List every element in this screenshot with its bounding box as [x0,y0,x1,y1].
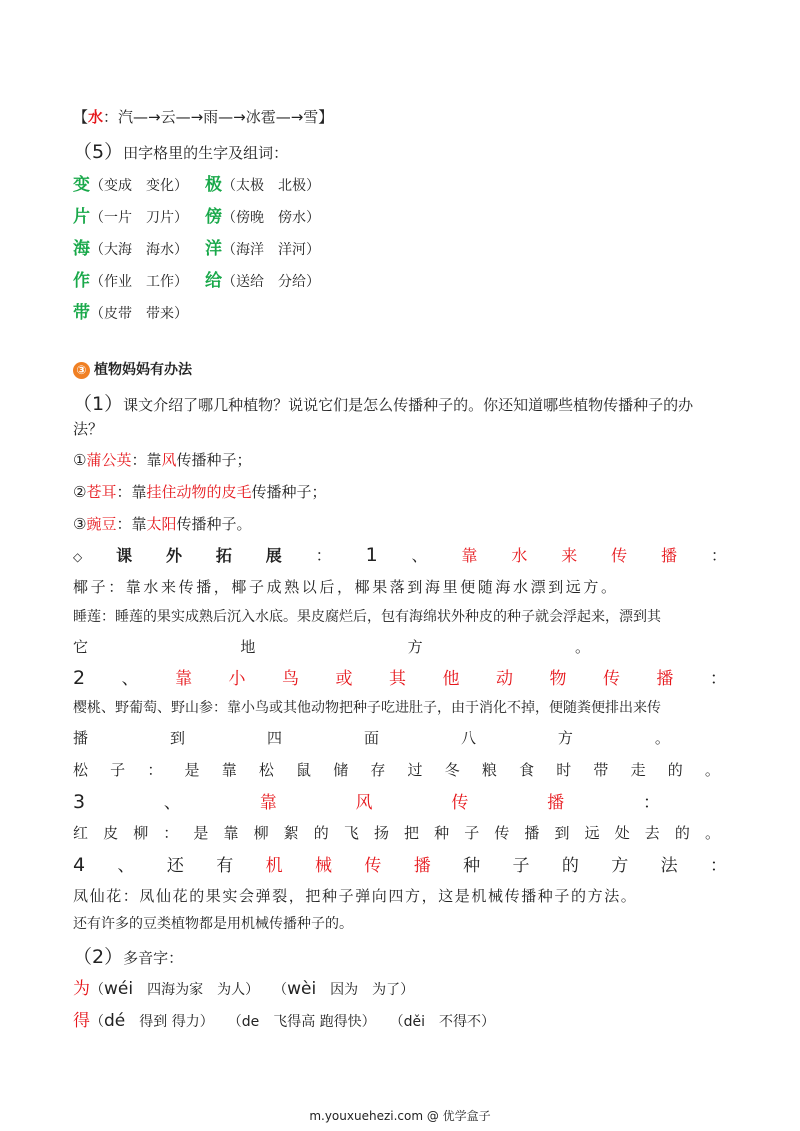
question-2 [73,942,727,969]
heading-char: ： [709,856,727,876]
heading-keyword: 播 [413,856,431,876]
word-examples: 四海为家 为人） [133,982,253,998]
pinyin: de [241,1014,260,1030]
text-char: 播 [73,729,89,747]
diamond-icon: ◇ [73,550,83,564]
word-examples: 不得不） [425,1014,496,1030]
text-char: 柳 [253,824,269,842]
heading-number: 4 [73,854,86,876]
polyphone-char: 得 [73,1011,90,1031]
text-char: 是 [193,824,209,842]
text-char: 粮 [481,761,497,779]
heading-keyword: 风 [355,793,373,813]
water-cycle-line [73,106,727,127]
lesson-number-badge: ③ [73,362,90,379]
heading-char: 展 [265,546,282,565]
pinyin: wéi [104,979,134,999]
text-char: 到 [169,729,185,747]
pine-line [73,759,720,780]
text-char: 靠 [221,761,237,779]
cherry-line [73,697,727,717]
heading-char: 拓 [215,546,232,565]
heading-keyword: 机 [265,856,283,876]
coconut-line [73,576,727,597]
plant-index: ② [73,483,87,501]
heading-keyword: 其 [389,669,406,689]
text-char: 靠 [223,824,239,842]
heading-number: 1 [365,544,378,566]
heading-keyword: 或 [335,669,353,689]
text-char: 方 [557,729,573,747]
plant-text: 传播种子。 [176,515,252,533]
text-char: 到 [554,824,570,842]
polyphone-row [73,974,727,999]
heading-keyword: 播 [656,669,674,689]
lesson-title-text: 植物妈妈有办法 [94,362,192,378]
text-char: 的 [674,824,690,842]
cherry-line-cont [73,727,670,748]
balsam-line [73,885,727,906]
word-pair: （变成 变化） [90,178,188,194]
text-char: 冬 [444,761,460,779]
word-pair: （皮带 带来） [90,306,188,322]
text-char: ： [147,761,163,779]
bracket: （ [90,1014,104,1030]
heading-char: ： [709,669,727,689]
heading-keyword: 鸟 [282,669,300,689]
extension-heading-4 [73,851,727,876]
text-char: 柳 [133,824,149,842]
text-char: 子 [110,761,126,779]
heading-char: 法 [660,856,678,876]
heading-keyword: 传 [364,856,382,876]
plant-name: 蒲公英 [86,451,132,469]
word-pair: （傍晚 傍水） [222,210,320,226]
heading-keyword: 靠 [259,793,277,813]
heading-keyword: 播 [547,793,565,813]
heading-keyword: 来 [561,546,578,565]
heading-number: 3 [73,791,86,813]
heading-keyword: 靠 [175,669,193,689]
extension-heading-3 [73,788,660,813]
section-5-heading [73,137,727,164]
text-char: 种 [434,824,450,842]
word-item [205,170,320,195]
question-number: （2） [73,946,124,968]
heading-char: ： [710,546,727,565]
text-char: 时 [556,761,572,779]
heading-keyword: 动 [495,669,513,689]
bracket: （ [90,982,104,998]
heading-char: 外 [166,546,183,565]
word-pair: （一片 刀片） [90,210,188,226]
heading-keyword: 械 [314,856,332,876]
text-char: 絮 [283,824,299,842]
heading-number: 2 [73,667,86,689]
paragraph-text: 睡莲：睡莲的果实成熟后沉入水底。果皮腐烂后，包有海绵状外种皮的种子就会浮起来，漂到其 [73,609,661,625]
text-char: 子 [464,824,480,842]
question-number: （1） [73,393,124,415]
new-character: 作 [73,271,90,291]
pinyin: děi [403,1014,426,1030]
text-char: 松 [258,761,274,779]
paragraph-text: 椰子：靠水来传播，椰子成熟以后，椰果落到海里便随海水漂到远方。 [73,578,619,596]
word-item [205,202,320,227]
polyphone-char: 为 [73,979,90,999]
text-char: 过 [407,761,423,779]
text-char: 飞 [343,824,359,842]
heading-keyword: 靠 [461,546,478,565]
plant-text: ：靠 [131,451,162,469]
plant-name: 苍耳 [86,483,117,501]
heading-char: ： [315,546,332,565]
new-character: 洋 [205,239,222,259]
bracket-open: 【 [73,108,89,126]
plant-text: ：靠 [116,483,147,501]
word-pair: （太极 北极） [222,178,320,194]
text-char: 四 [266,729,282,747]
text-char: 的 [667,761,683,779]
text-char: 。 [704,824,720,842]
question-text: 多音字： [123,949,184,967]
heading-char: 课 [116,546,133,565]
question-text: 课文介绍了哪几种植物？说说它们是怎么传播种子的。你还知道哪些植物传播种子的办 [123,396,694,414]
pinyin: wèi [287,979,317,999]
text-char: 八 [460,729,476,747]
text-char: 松 [73,761,89,779]
text-char: 走 [630,761,646,779]
text-char: 的 [313,824,329,842]
lesson-title [73,359,727,379]
heading-char: 还 [166,856,184,876]
text-char: 远 [584,824,600,842]
text-char: 扬 [373,824,389,842]
plant-text: 传播种子； [176,451,252,469]
new-character: 片 [73,207,90,227]
text-char: 面 [363,729,379,747]
word-item [73,202,188,227]
text-char: 红 [73,824,89,842]
word-item [205,266,320,291]
text-char: 鼠 [296,761,312,779]
word-pair: （送给 分给） [222,274,320,290]
word-examples: 得到 得力） [125,1014,207,1030]
bracket: （ [368,1014,404,1030]
text-char: 它 [73,638,89,656]
text-char: 播 [524,824,540,842]
heading-char: 、 [121,669,139,689]
text-char: 把 [404,824,420,842]
willow-line [73,822,720,843]
bracket: （ [206,1014,242,1030]
water-cycle-text: ：汽—→云—→雨—→冰雹—→雪】 [103,108,334,126]
word-pair: （大海 海水） [90,242,188,258]
extension-heading-2 [73,664,727,689]
new-character: 极 [205,175,222,195]
text-char: 。 [574,638,590,656]
text-char: 。 [704,761,720,779]
new-character: 带 [73,303,90,323]
paragraph-text: 凤仙花：凤仙花的果实会弹裂，把种子弹向四方，这是机械传播种子的方法。 [73,887,638,905]
heading-keyword: 小 [228,669,246,689]
plant-text: ：靠 [116,515,147,533]
plant-item [73,481,727,502]
paragraph-text: 还有许多的豆类植物都是用机械传播种子的。 [73,916,353,932]
word-item [205,234,320,259]
text-char: 储 [333,761,349,779]
heading-keyword: 物 [549,669,567,689]
extension-heading-1 [73,543,727,566]
word-item [73,234,188,259]
text-char: 食 [519,761,535,779]
plant-index: ① [73,451,87,469]
text-char: 处 [614,824,630,842]
heading-char: 方 [611,856,629,876]
plant-index: ③ [73,515,87,533]
section-number: （5） [73,141,124,163]
heading-char: 的 [561,856,579,876]
text-char: 。 [654,729,670,747]
word-pair: （作业 工作） [90,274,188,290]
word-item [73,298,188,323]
heading-keyword: 播 [660,546,677,565]
plant-method: 风 [161,451,177,469]
heading-keyword: 传 [451,793,469,813]
heading-keyword: 传 [602,669,620,689]
text-char: 是 [184,761,200,779]
paragraph-text: 樱桃、野葡萄、野山参：靠小鸟或其他动物把种子吃进肚子，由于消化不掉，便随粪便排出来传 [73,700,661,716]
text-char: 地 [240,638,256,656]
text-char: 传 [494,824,510,842]
section-text: 田字格里的生字及组词： [123,144,289,162]
heading-char: 子 [512,856,530,876]
heading-char: 、 [411,546,428,565]
heading-keyword: 传 [611,546,628,565]
lotus-line-cont [73,636,590,657]
bracket: （ [252,982,288,998]
plant-name: 豌豆 [86,515,117,533]
heading-keyword: 他 [442,669,460,689]
question-text-cont: 法？ [73,420,104,438]
text-char: 皮 [103,824,119,842]
text-char: 去 [644,824,660,842]
lotus-line [73,606,727,626]
pinyin: dé [104,1011,126,1031]
plant-item [73,513,727,534]
beans-line [73,913,727,933]
plant-method: 太阳 [146,515,177,533]
footer-source: m.youxuehezi.com @ 优学盒子 [309,1109,491,1123]
new-character: 傍 [205,207,222,227]
new-character: 变 [73,175,90,195]
new-character: 海 [73,239,90,259]
word-examples: 飞得高 跑得快） [259,1014,369,1030]
polyphone-row [73,1006,727,1031]
question-1-cont [73,418,727,439]
text-char: 存 [370,761,386,779]
plant-text: 传播种子； [251,483,327,501]
heading-char: ： [642,793,660,813]
text-char: ： [163,824,179,842]
plant-method: 挂住动物的皮毛 [146,483,252,501]
new-character: 给 [205,271,222,291]
water-keyword: 水 [88,108,104,126]
word-item [73,266,188,291]
text-char: 方 [407,638,423,656]
word-item [73,170,188,195]
text-char: 带 [593,761,609,779]
question-1 [73,389,727,416]
heading-char: 种 [463,856,481,876]
heading-char: 、 [117,856,135,876]
heading-char: 、 [163,793,181,813]
heading-keyword: 水 [511,546,528,565]
word-examples: 因为 为了） [316,982,415,998]
plant-item [73,449,727,470]
heading-char: 有 [216,856,234,876]
word-pair: （海洋 洋河） [222,242,320,258]
